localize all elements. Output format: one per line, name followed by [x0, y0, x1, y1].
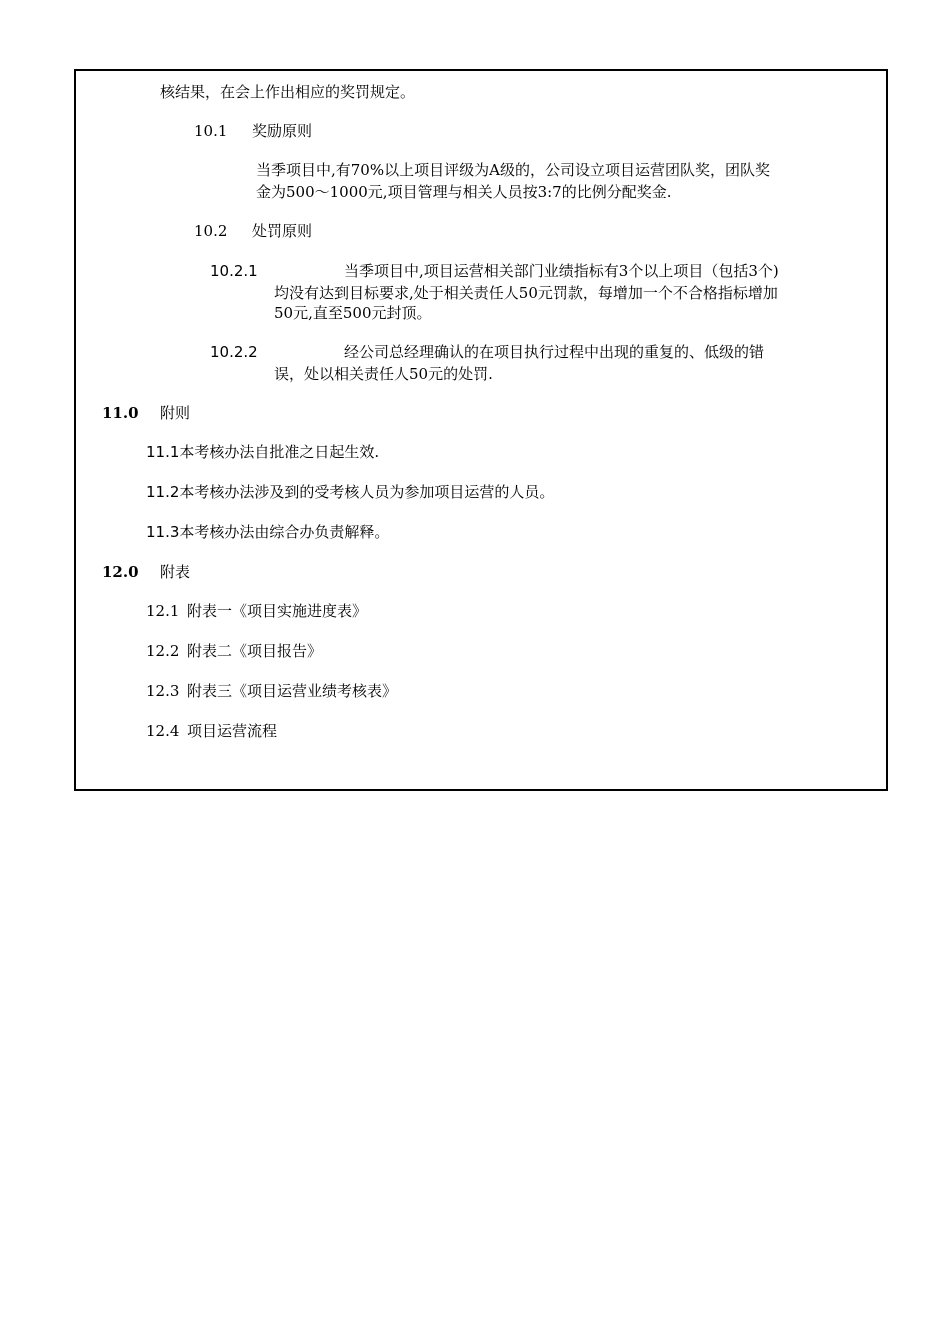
paragraph-line: 当季项目中,有70%以上项目评级为A级的，公司设立项目运营团队奖，团队奖: [256, 161, 770, 179]
item-text: 项目运营流程: [187, 722, 278, 740]
section-title: 附则: [160, 404, 191, 422]
section-12-heading: [102, 562, 190, 582]
section-number: 10.1: [194, 122, 228, 140]
section-number: 11.0: [102, 404, 139, 422]
section-title: 奖励原则: [252, 122, 313, 140]
section-number: 12.0: [102, 563, 139, 581]
paragraph-line: 当季项目中,项目运营相关部门业绩指标有3个以上项目（包括3个): [344, 262, 779, 280]
item-number: 11.2: [146, 483, 180, 501]
item-number: 11.1: [146, 443, 180, 461]
paragraph-line: 误，处以相关责任人50元的处罚.: [274, 365, 493, 383]
list-item: [146, 522, 389, 542]
list-item: [146, 641, 322, 661]
paragraph-line: 经公司总经理确认的在项目执行过程中出现的重复的、低级的错: [344, 343, 765, 361]
item-text: 本考核办法涉及到的受考核人员为参加项目运营的人员。: [179, 483, 555, 501]
section-10-1-heading: [194, 121, 312, 141]
subsection-number: 10.2.2: [210, 343, 258, 361]
section-title: 附表: [160, 563, 191, 581]
list-item: [146, 442, 379, 462]
item-text: 附表三《项目运营业绩考核表》: [187, 682, 398, 700]
section-title: 处罚原则: [252, 222, 313, 240]
item-text: 附表一《项目实施进度表》: [187, 602, 368, 620]
list-item: [146, 601, 367, 621]
item-text: 附表二《项目报告》: [187, 642, 323, 660]
item-text: 本考核办法自批准之日起生效.: [179, 443, 380, 461]
section-10-2-heading: [194, 221, 312, 241]
item-number: 12.1: [146, 602, 180, 620]
section-11-heading: [102, 403, 190, 423]
list-item: [146, 721, 277, 741]
list-item: [146, 482, 554, 502]
subsection-number: 10.2.1: [210, 262, 258, 280]
item-number: 12.3: [146, 682, 180, 700]
item-number: 12.4: [146, 722, 180, 740]
item-number: 11.3: [146, 523, 180, 541]
section-number: 10.2: [194, 222, 228, 240]
item-number: 12.2: [146, 642, 180, 660]
paragraph-line: 50元,直至500元封顶。: [274, 304, 432, 322]
paragraph-line: 均没有达到目标要求,处于相关责任人50元罚款，每增加一个不合格指标增加: [274, 284, 778, 302]
item-text: 本考核办法由综合办负责解释。: [179, 523, 390, 541]
paragraph-line: 金为500～1000元,项目管理与相关人员按3:7的比例分配奖金.: [256, 183, 672, 201]
list-item: [146, 681, 397, 701]
continuation-text: 核结果，在会上作出相应的奖罚规定。: [160, 83, 416, 101]
